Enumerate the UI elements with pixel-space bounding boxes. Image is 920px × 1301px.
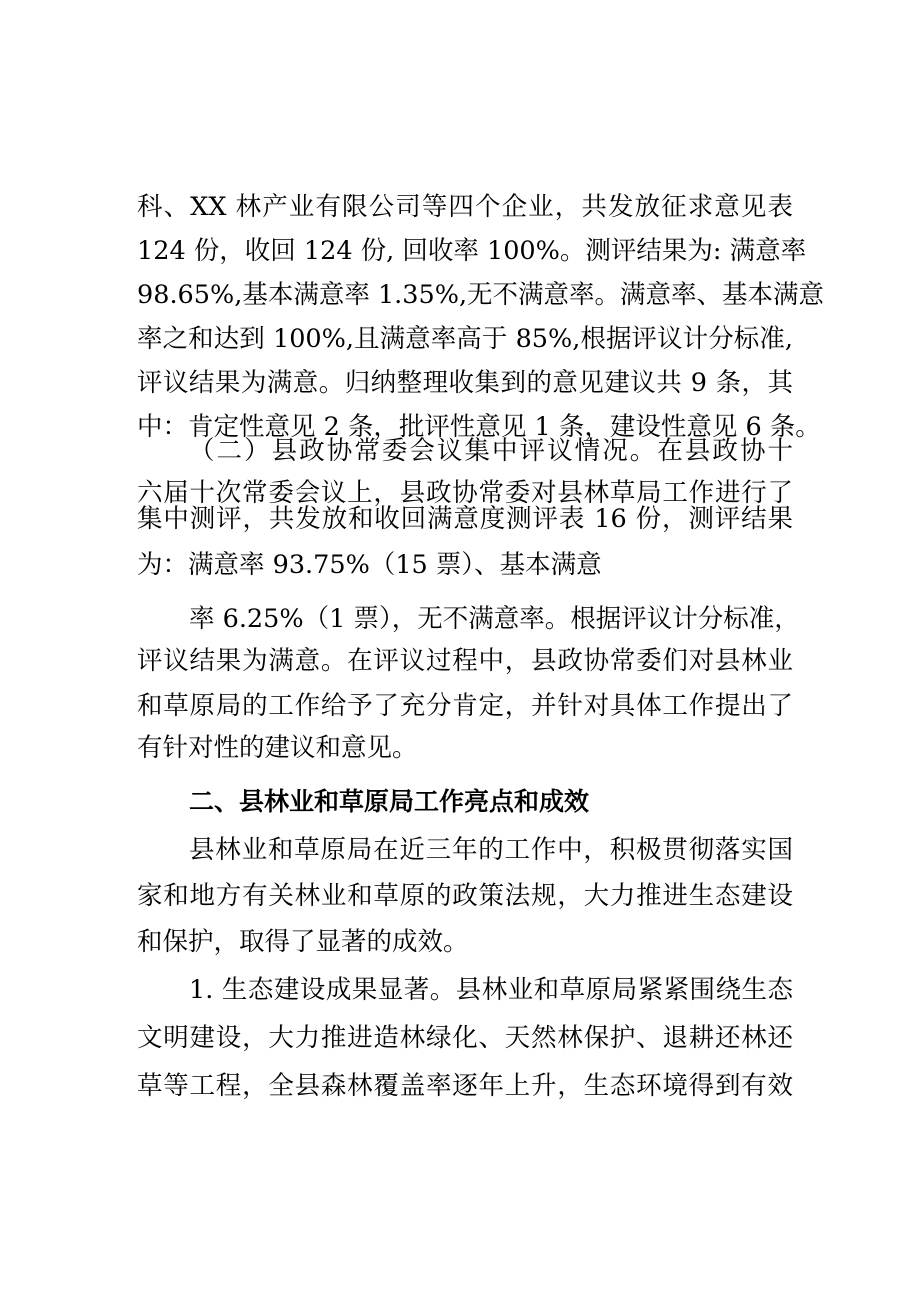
text-line: 科、XX 林产业有限公司等四个企业，共发放征求意见表 <box>137 192 793 222</box>
text-line: 有针对性的建议和意见。 <box>137 733 418 763</box>
text-line: 98.65%,基本满意率 1.35%,无不满意率。满意率、基本满意 <box>137 280 825 310</box>
text-line: 草等工程，全县森林覆盖率逐年上升，生态环境得到有效 <box>137 1071 793 1101</box>
section-heading: 二、县林业和草原局工作亮点和成效 <box>189 787 590 816</box>
text-line: 为：满意率 93.75%（15 票）、基本满意 <box>137 550 602 580</box>
text-line: 率之和达到 100%,且满意率高于 85%,根据评议计分标准, <box>137 324 793 354</box>
text-line: 和保护，取得了显著的成效。 <box>137 927 469 957</box>
text-line: 县林业和草原局在近三年的工作中，积极贯彻落实国 <box>189 835 793 865</box>
text-line: 评议结果为满意。在评议过程中，县政协常委们对县林业 <box>137 646 793 676</box>
text-line: 文明建设，大力推进造林绿化、天然林保护、退耕还林还 <box>137 1023 793 1053</box>
text-line: 六届十次常委会议上，县政协常委对县林草局工作进行了 <box>137 478 793 508</box>
text-line: 率 6.25%（1 票），无不满意率。根据评议计分标准， <box>189 604 800 634</box>
text-line: 评议结果为满意。归纳整理收集到的意见建议共 9 条，其 <box>137 368 793 398</box>
text-line: 中：肯定性意见 2 条，批评性意见 1 条，建设性意见 6 条。 <box>137 412 821 442</box>
text-line: （二）县政协常委会议集中评议情况。在县政协十 <box>189 436 793 466</box>
text-line: 和草原局的工作给予了充分肯定，并针对具体工作提出了 <box>137 691 793 721</box>
text-line: 集中测评，共发放和收回满意度测评表 16 份，测评结果 <box>137 504 793 534</box>
text-line: 1. 生态建设成果显著。县林业和草原局紧紧围绕生态 <box>189 975 793 1005</box>
text-line: 家和地方有关林业和草原的政策法规，大力推进生态建设 <box>137 881 793 911</box>
text-line: 124 份，收回 124 份, 回收率 100%。测评结果为: 满意率 <box>137 236 807 266</box>
